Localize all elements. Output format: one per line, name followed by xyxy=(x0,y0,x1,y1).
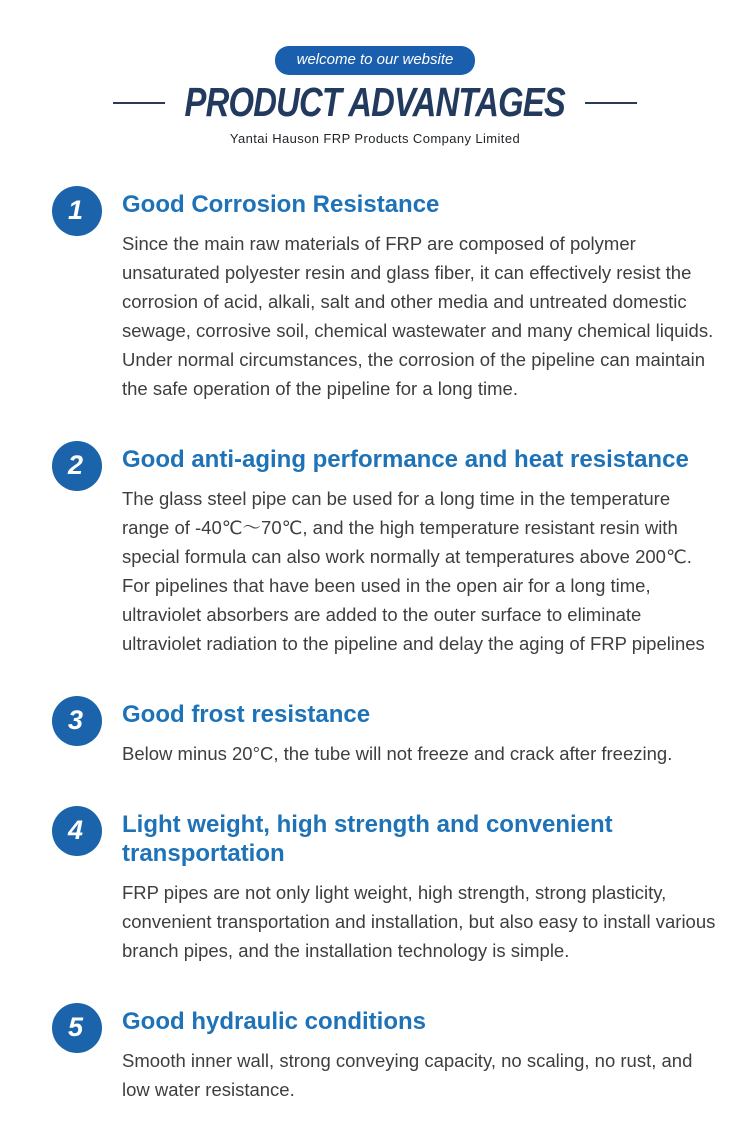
number-label: 1 xyxy=(67,194,84,225)
company-subtitle: Yantai Hauson FRP Products Company Limited xyxy=(229,131,521,146)
page-header xyxy=(0,0,750,146)
welcome-badge xyxy=(275,46,476,75)
page-title: PRODUCT ADVANTAGES xyxy=(184,79,566,125)
welcome-badge-label: welcome to our website xyxy=(296,51,454,68)
advantages-list xyxy=(0,186,750,1104)
title-dash-left xyxy=(113,102,165,104)
title-dash-right xyxy=(585,102,637,104)
advantage-content xyxy=(122,1003,722,1104)
advantage-body: Since the main raw materials of FRP are composed of polymer unsaturated polyester resin and glass fiber, it can effectively resist the corrosion of acid, alkali, salt and other media and untreated domestic sewage, corrosive soil, chemical wastewater and many chemical liquids. Under normal circumstances, the corrosion of the pipeline can maintain the safe operation of the pipeline for a long time. xyxy=(122,233,714,399)
number-badge-3 xyxy=(52,696,102,746)
advantage-body: The glass steel pipe can be used for a long time in the temperature range of -40℃～70℃, and the high temperature resistant resin with special formula can also work normally at temperatures above 200℃. For pipelines that have been used in the open air for a long time, ultraviolet absorbers are added to the outer surface to eliminate ultraviolet radiation to the pipeline and delay the aging of FRP pipelines xyxy=(122,488,705,654)
advantage-section-4 xyxy=(52,806,722,965)
number-badge-1 xyxy=(52,186,102,236)
number-label: 4 xyxy=(67,814,84,845)
advantage-title: Light weight, high strength and convenient transportation xyxy=(122,811,613,867)
advantage-title: Good frost resistance xyxy=(122,701,371,728)
number-badge-4 xyxy=(52,806,102,856)
number-label: 2 xyxy=(67,449,84,480)
advantage-section-2 xyxy=(52,441,722,658)
advantage-body: FRP pipes are not only light weight, high strength, strong plasticity, convenient transportation and installation, but also easy to install various branch pipes, and the installation technology is simple. xyxy=(122,882,716,961)
advantage-title: Good anti-aging performance and heat resistance xyxy=(122,446,689,473)
advantage-content xyxy=(122,186,722,403)
number-label: 5 xyxy=(67,1011,84,1042)
advantage-body: Below minus 20°C, the tube will not freeze and crack after freezing. xyxy=(122,743,673,764)
advantage-section-1 xyxy=(52,186,722,403)
advantage-content xyxy=(122,696,722,768)
advantage-section-3 xyxy=(52,696,722,768)
number-badge-5 xyxy=(52,1003,102,1053)
advantage-content xyxy=(122,806,722,965)
number-badge-2 xyxy=(52,441,102,491)
advantage-section-5 xyxy=(52,1003,722,1104)
advantage-content xyxy=(122,441,722,658)
advantage-title: Good Corrosion Resistance xyxy=(122,191,440,218)
title-row xyxy=(0,79,750,126)
advantage-title: Good hydraulic conditions xyxy=(122,1008,427,1035)
advantage-body: Smooth inner wall, strong conveying capacity, no scaling, no rust, and low water resistance. xyxy=(122,1050,693,1100)
number-label: 3 xyxy=(67,704,84,735)
